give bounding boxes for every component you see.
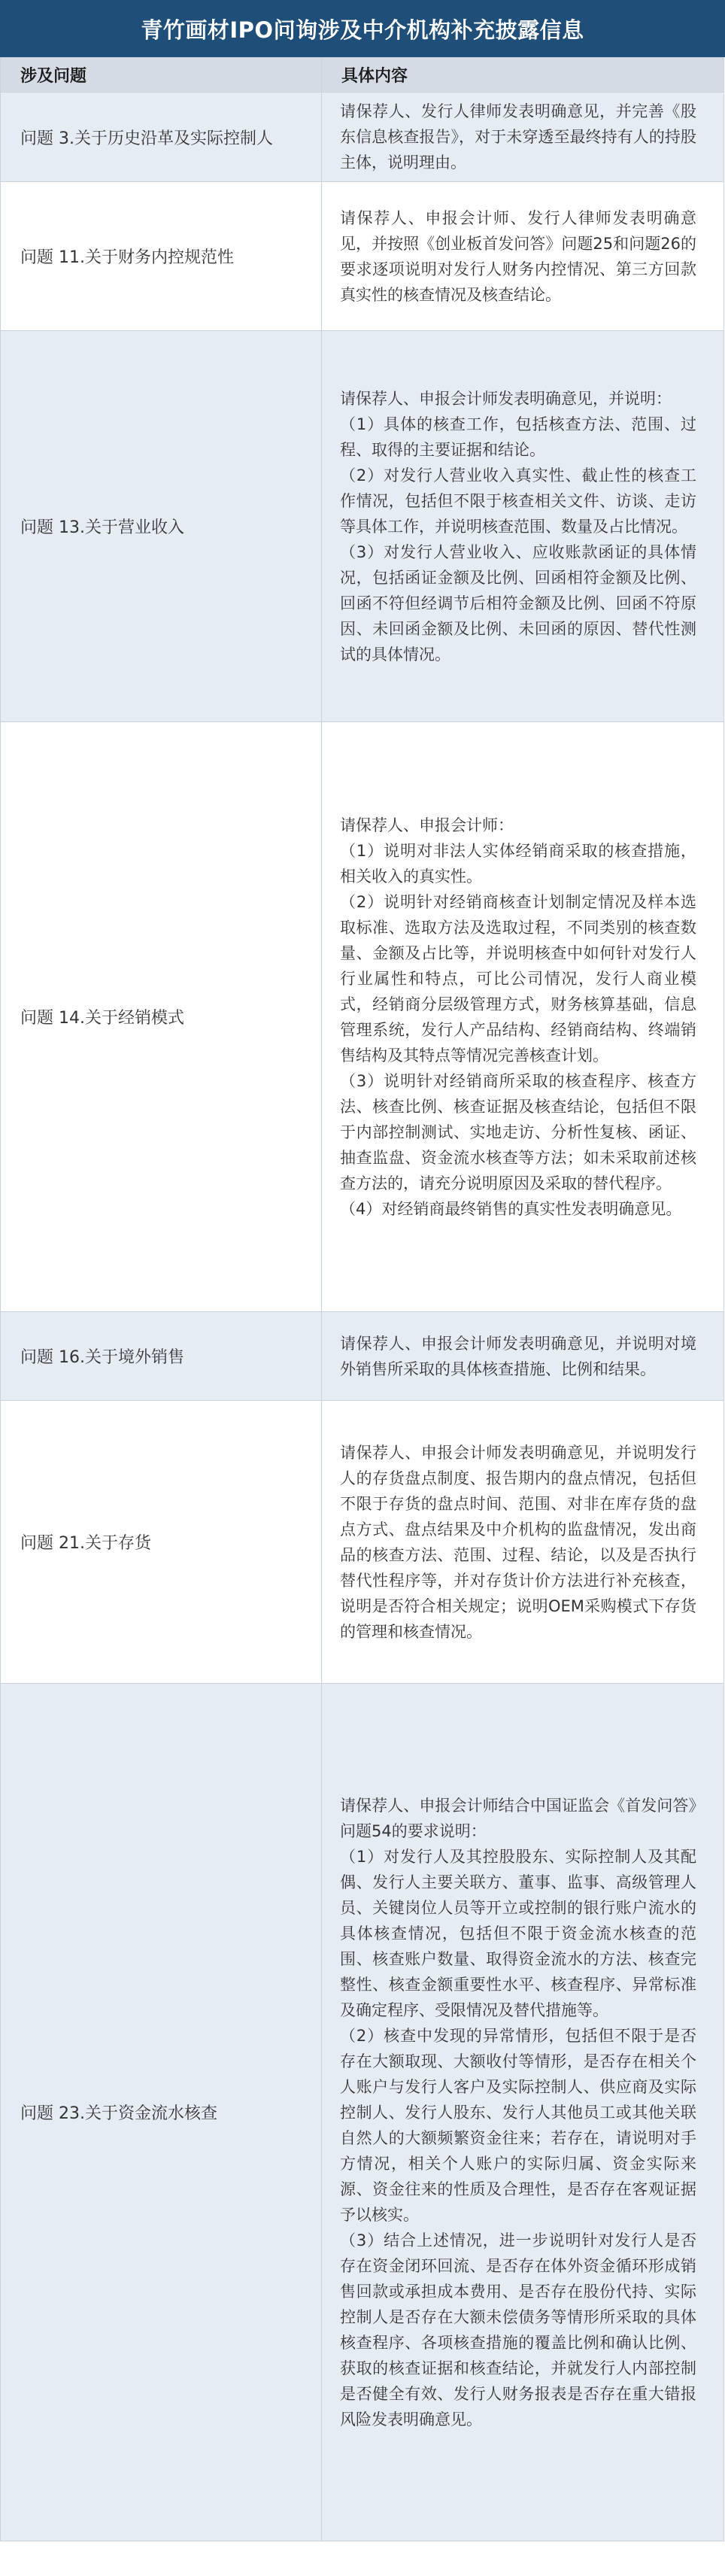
row-topic: 问题 23.关于资金流水核查 <box>1 1684 322 2541</box>
table-row <box>1 331 724 722</box>
content-paragraph: （4）对经销商最终销售的真实性发表明确意见。 <box>340 1199 682 1218</box>
row-topic: 问题 21.关于存货 <box>1 1401 322 1684</box>
row-topic: 问题 11.关于财务内控规范性 <box>1 182 322 331</box>
table-body <box>1 93 724 2541</box>
header-content: 具体内容 <box>322 58 724 93</box>
table-header-row <box>1 58 724 93</box>
table-row <box>1 722 724 1312</box>
content-paragraph: （2）说明针对经销商核查计划制定情况及样本选取标准、选取方法及选取过程，不同类别的核查数量、金额及占比等，并说明核查中如何针对发行人行业属性和特点，可比公司情况，发行人商业模式，经销商分层级管理方式，财务核算基础，信息管理系统，发行人产品结构、经销商结构、终端销售结构及其特点等情况完善核查计划。 <box>340 892 696 1065</box>
row-content <box>322 182 724 331</box>
row-content <box>322 1312 724 1401</box>
table-row <box>1 1312 724 1401</box>
content-paragraph: （1）具体的核查工作，包括核查方法、范围、过程、取得的主要证据和结论。 <box>340 415 696 459</box>
content-paragraph: 请保荐人、发行人律师发表明确意见，并完善《股东信息核查报告》，对于未穿透至最终持有人的持股主体，说明理由。 <box>340 102 696 172</box>
content-paragraph: （2）核查中发现的异常情形，包括但不限于是否存在大额取现、大额收付等情形，是否存在相关个人账户与发行人客户及实际控制人、供应商及实际控制人、发行人股东、发行人其他员工或其他关联自然人的大额频繁资金往来；若存在，请说明对手方情况，相关个人账户的实际归属、资金实际来源、资金往来的性质及合理性，是否存在客观证据予以核实。 <box>340 2026 696 2224</box>
content-paragraph: 请保荐人、申报会计师： <box>340 816 514 834</box>
document-title: 青竹画材IPO问询涉及中介机构补充披露信息 <box>0 0 725 57</box>
row-topic: 问题 16.关于境外销售 <box>1 1312 322 1401</box>
table-row <box>1 1684 724 2541</box>
content-paragraph: 请保荐人、申报会计师、发行人律师发表明确意见，并按照《创业板首发问答》问题25和问题26的要求逐项说明对发行人财务内控情况、第三方回款真实性的核查情况及核查结论。 <box>340 208 696 304</box>
content-paragraph: （1）对发行人及其控股股东、实际控制人及其配偶、发行人主要关联方、董事、监事、高级管理人员、关键岗位人员等开立或控制的银行账户流水的具体核查情况，包括但不限于资金流水核查的范围、核查账户数量、取得资金流水的方法、核查完整性、核查金额重要性水平、核查程序、异常标准及确定程序、受限情况及替代措施等。 <box>340 1847 696 2019</box>
table-row <box>1 182 724 331</box>
content-paragraph: （1）说明对非法人实体经销商采取的核查措施，相关收入的真实性。 <box>340 841 696 886</box>
content-paragraph: 请保荐人、申报会计师发表明确意见，并说明对境外销售所采取的具体核查措施、比例和结果。 <box>340 1334 696 1378</box>
content-paragraph: （3）结合上述情况，进一步说明针对发行人是否存在资金闭环回流、是否存在体外资金循环形成销售回款或承担成本费用、是否存在股份代持、实际控制人是否存在大额未偿债务等情形所采取的具体核查程序、各项核查措施的覆盖比例和确认比例、获取的核查证据和核查结论，并就发行人内部控制是否健全有效、发行人财务报表是否存在重大错报风险发表明确意见。 <box>340 2231 696 2429</box>
row-topic: 问题 3.关于历史沿革及实际控制人 <box>1 93 322 182</box>
content-paragraph: （2）对发行人营业收入真实性、截止性的核查工作情况，包括但不限于核查相关文件、访谈、走访等具体工作，并说明核查范围、数量及占比情况。 <box>340 466 696 536</box>
header-topic: 涉及问题 <box>1 58 322 93</box>
content-paragraph: 请保荐人、申报会计师发表明确意见，并说明发行人的存货盘点制度、报告期内的盘点情况，包括但不限于存货的盘点时间、范围、对非在库存货的盘点方式、盘点结果及中介机构的监盘情况，发出商品的核查方法、范围、过程、结论，以及是否执行替代性程序等，并对存货计价方法进行补充核查，说明是否符合相关规定；说明OEM采购模式下存货的管理和核查情况。 <box>340 1443 696 1641</box>
content-paragraph: 请保荐人、申报会计师发表明确意见，并说明： <box>340 389 672 408</box>
content-paragraph: 请保荐人、申报会计师结合中国证监会《首发问答》问题54的要求说明： <box>340 1796 696 1840</box>
disclosure-table <box>0 57 724 2541</box>
row-topic: 问题 13.关于营业收入 <box>1 331 322 722</box>
table-row <box>1 93 724 182</box>
row-content <box>322 331 724 722</box>
content-paragraph: （3）说明针对经销商所采取的核查程序、核查方法、核查比例、核查证据及核查结论，包括但不限于内部控制测试、实地走访、分析性复核、函证、抽查监盘、资金流水核查等方法；如未采取前述核查方法的，请充分说明原因及采取的替代程序。 <box>340 1071 696 1192</box>
row-topic: 问题 14.关于经销模式 <box>1 722 322 1312</box>
row-content <box>322 1401 724 1684</box>
row-content <box>322 1684 724 2541</box>
row-content <box>322 93 724 182</box>
row-content <box>322 722 724 1312</box>
content-paragraph: （3）对发行人营业收入、应收账款函证的具体情况，包括函证金额及比例、回函相符金额及比例、回函不符但经调节后相符金额及比例、回函不符原因、未回函金额及比例、未回函的原因、替代性测试的具体情况。 <box>340 542 696 664</box>
table-row <box>1 1401 724 1684</box>
